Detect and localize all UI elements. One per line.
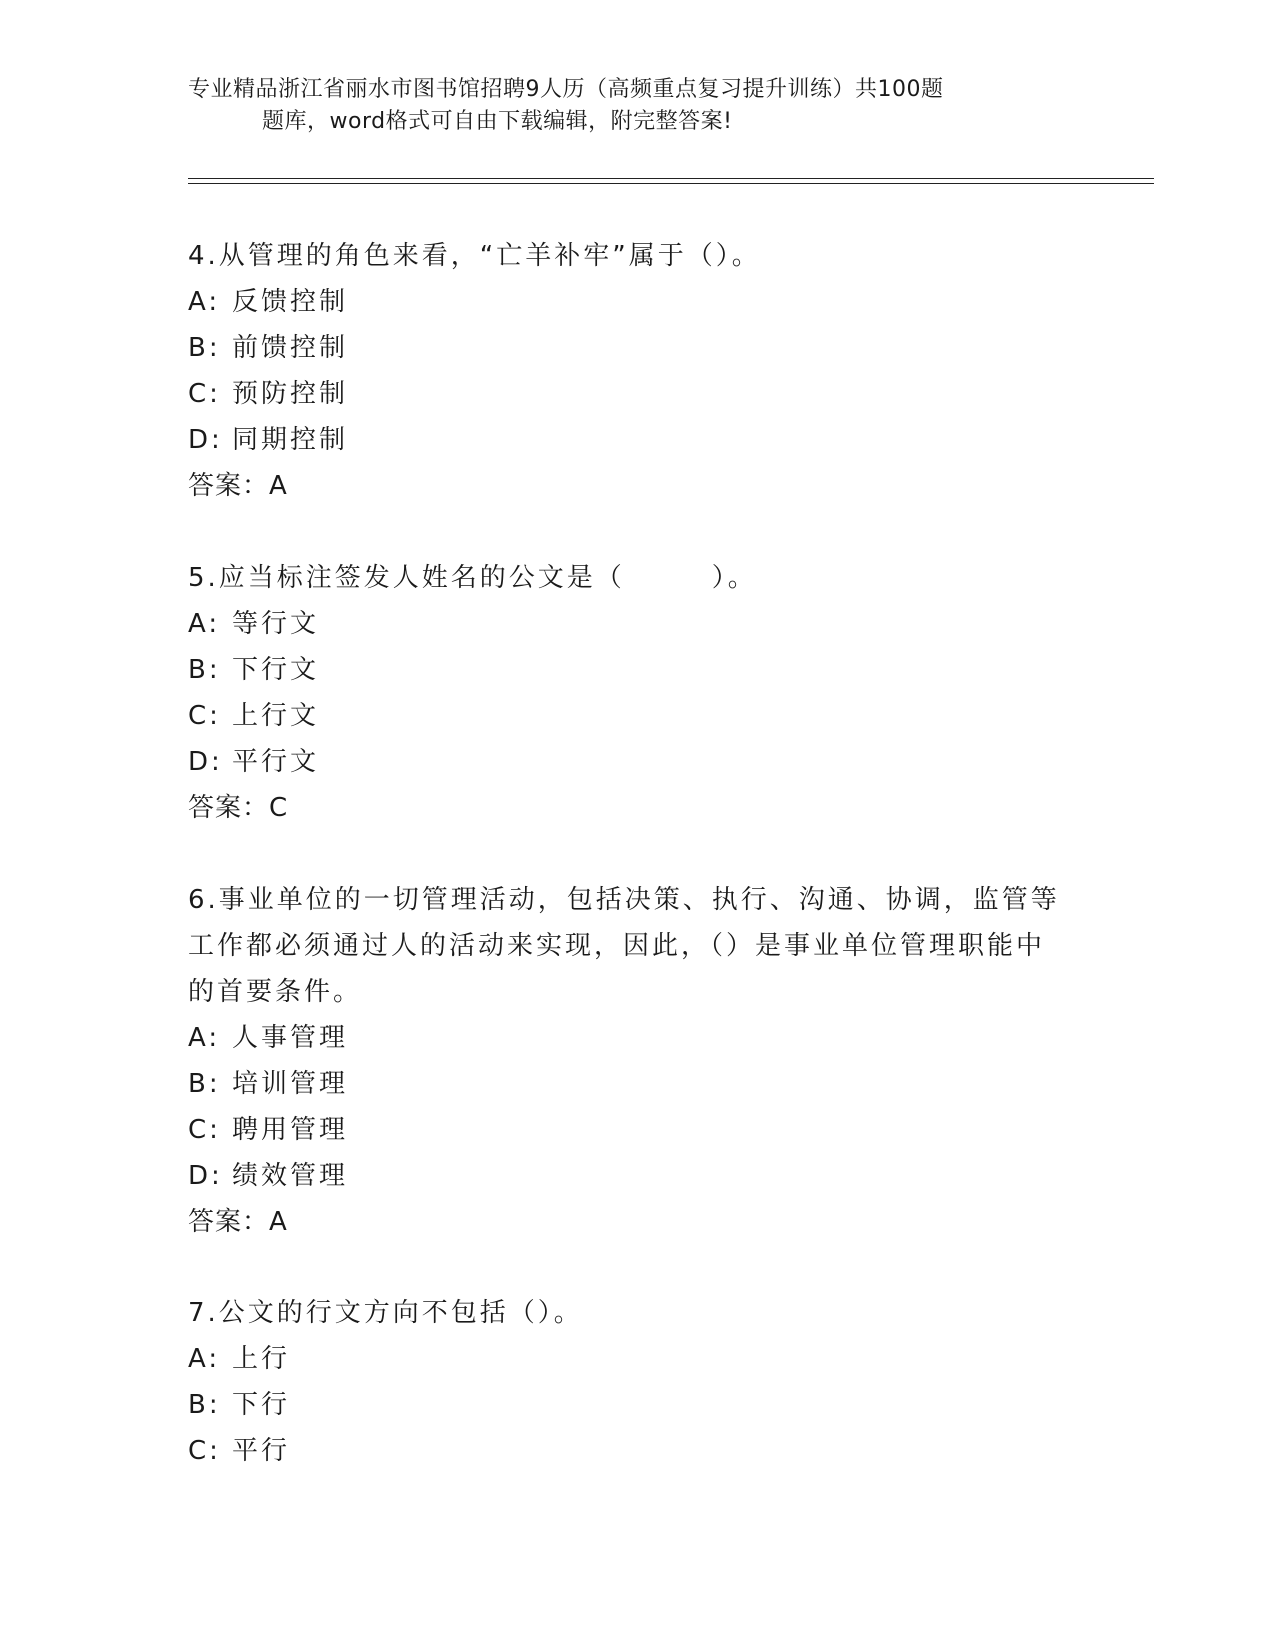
option-label: C: — [188, 379, 221, 409]
option-text: 人事管理 — [232, 1023, 349, 1053]
option-a — [188, 1015, 1068, 1061]
option-d — [188, 1153, 1068, 1199]
option-text: 下行 — [232, 1390, 291, 1420]
document-header — [188, 74, 1068, 138]
question-stem: 5.应当标注签发人姓名的公文是（ ）。 — [188, 563, 757, 593]
option-c — [188, 1107, 1068, 1153]
option-label: C: — [188, 701, 221, 731]
question-stem-line-1: 6.事业单位的一切管理活动，包括决策、执行、沟通、协调，监管等 — [188, 885, 1060, 915]
option-c — [188, 693, 1068, 739]
option-text: 等行文 — [232, 609, 320, 639]
option-c — [188, 1428, 1068, 1474]
option-label: B: — [188, 1069, 221, 1099]
option-text: 上行 — [232, 1344, 291, 1374]
option-b — [188, 1382, 1068, 1428]
option-text: 同期控制 — [232, 425, 349, 455]
option-label: D: — [188, 747, 223, 777]
option-label: B: — [188, 333, 221, 363]
question-4 — [188, 233, 1068, 509]
option-label: A: — [188, 287, 221, 317]
option-text: 平行 — [232, 1436, 291, 1466]
answer-line: 答案：C — [188, 793, 289, 823]
option-label: B: — [188, 1390, 221, 1420]
option-label: A: — [188, 1344, 221, 1374]
option-label: D: — [188, 425, 223, 455]
question-stem: 4.从管理的角色来看，“亡羊补牢”属于（）。 — [188, 241, 761, 271]
question-stem-line-3: 的首要条件。 — [188, 977, 363, 1007]
option-a — [188, 279, 1068, 325]
question-6 — [188, 877, 1068, 1245]
header-divider-bottom — [188, 183, 1154, 184]
option-text: 上行文 — [232, 701, 320, 731]
option-text: 前馈控制 — [232, 333, 349, 363]
option-d — [188, 417, 1068, 463]
header-divider-top — [188, 178, 1154, 179]
option-text: 培训管理 — [232, 1069, 349, 1099]
option-text: 绩效管理 — [232, 1161, 349, 1191]
question-7 — [188, 1290, 1068, 1474]
option-a — [188, 1336, 1068, 1382]
question-stem: 7.公文的行文方向不包括（）。 — [188, 1298, 583, 1328]
option-label: B: — [188, 655, 221, 685]
question-stem-line-2: 工作都必须通过人的活动来实现，因此，（）是事业单位管理职能中 — [188, 931, 1046, 961]
option-b — [188, 1061, 1068, 1107]
option-label: D: — [188, 1161, 223, 1191]
option-text: 平行文 — [232, 747, 320, 777]
option-c — [188, 371, 1068, 417]
option-text: 反馈控制 — [232, 287, 349, 317]
answer-line: 答案：A — [188, 471, 288, 501]
option-label: C: — [188, 1115, 221, 1145]
option-label: A: — [188, 1023, 221, 1053]
option-label: C: — [188, 1436, 221, 1466]
answer-line: 答案：A — [188, 1207, 288, 1237]
option-d — [188, 739, 1068, 785]
header-title-line2: 题库，word格式可自由下载编辑，附完整答案! — [262, 109, 733, 134]
option-a — [188, 601, 1068, 647]
question-5 — [188, 555, 1068, 831]
option-b — [188, 647, 1068, 693]
option-label: A: — [188, 609, 221, 639]
option-text: 下行文 — [232, 655, 320, 685]
option-text: 聘用管理 — [232, 1115, 349, 1145]
header-title-line1: 专业精品浙江省丽水市图书馆招聘9人历（高频重点复习提升训练）共100题 — [188, 77, 944, 102]
option-b — [188, 325, 1068, 371]
option-text: 预防控制 — [232, 379, 349, 409]
